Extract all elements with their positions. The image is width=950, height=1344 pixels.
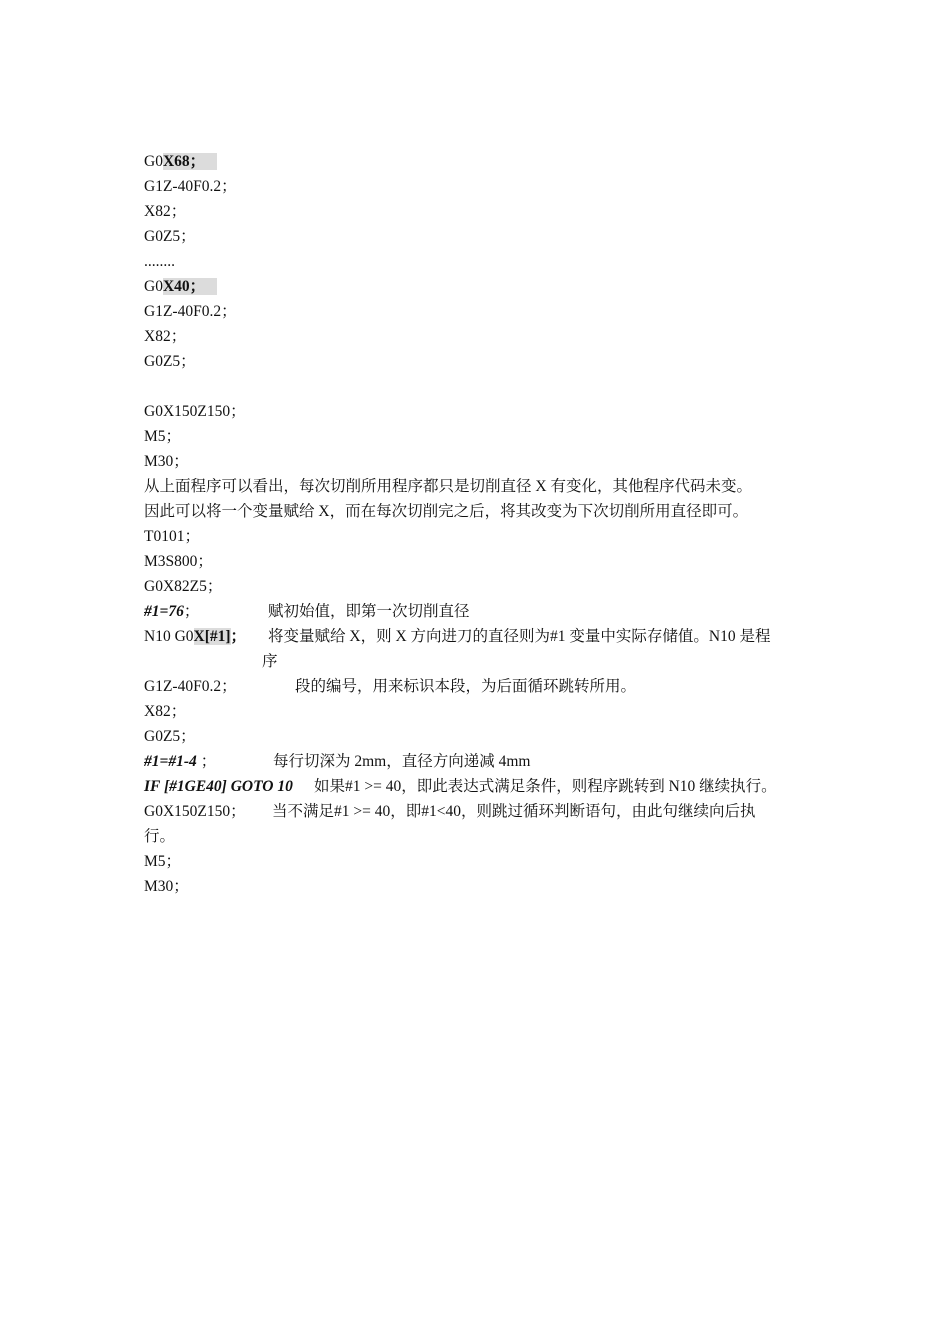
code-comment-continuation: 行。 xyxy=(144,828,176,845)
code-comment-continuation: 序 xyxy=(262,653,278,670)
highlighted-code: X[#1] xyxy=(193,628,231,645)
code-line xyxy=(144,752,216,772)
code-line xyxy=(144,777,293,797)
code-line: M30； xyxy=(144,878,189,895)
code-line: M3S800； xyxy=(144,553,213,570)
code-line: G0X150Z150； xyxy=(144,803,246,820)
paragraph-line: 因此可以将一个变量赋给 X，而在每次切削完之后，将其改变为下次切削所用直径即可。 xyxy=(144,503,749,520)
highlighted-code: X40； xyxy=(163,278,217,295)
code-line: X82； xyxy=(144,203,187,220)
code-line: M5； xyxy=(144,853,182,870)
code-comment: 赋初始值，即第一次切削直径 xyxy=(268,603,470,620)
code-line: G0Z5； xyxy=(144,353,196,370)
code-comment: 段的编号，用来标识本段，为后面循环跳转所用。 xyxy=(295,678,637,695)
code-comment: 每行切深为 2mm，直径方向递减 4mm xyxy=(273,753,531,770)
code-line: T0101； xyxy=(144,528,200,545)
conditional-jump: IF [#1GE40] GOTO 10 xyxy=(144,778,293,795)
code-line: G1Z-40F0.2； xyxy=(144,178,237,195)
variable-assignment: #1=76 xyxy=(144,603,184,620)
highlighted-code: X68； xyxy=(163,153,217,170)
code-comment: 当不满足#1 >= 40，即#1<40，则跳过循环判断语句，由此句继续向后执 xyxy=(272,803,756,820)
code-prefix: N10 G0 xyxy=(144,628,194,645)
code-semicolon: ； xyxy=(200,753,217,770)
code-prefix: G0 xyxy=(144,278,163,295)
ellipsis-line: ........ xyxy=(144,253,175,270)
code-comment: 将变量赋给 X，则 X 方向进刀的直径则为#1 变量中实际存储值。N10 是程 xyxy=(268,628,771,645)
code-line: M5； xyxy=(144,428,182,445)
code-line xyxy=(144,602,199,622)
code-line: G1Z-40F0.2； xyxy=(144,303,237,320)
variable-decrement: #1=#1-4 xyxy=(144,753,197,770)
code-line xyxy=(144,627,246,647)
code-prefix: G0 xyxy=(144,153,163,170)
code-line: X82； xyxy=(144,703,187,720)
code-line: G1Z-40F0.2； xyxy=(144,678,237,695)
code-semicolon: ； xyxy=(230,628,247,645)
code-line: M30； xyxy=(144,453,189,470)
code-line xyxy=(144,277,217,297)
code-semicolon: ； xyxy=(183,603,200,620)
code-comment: 如果#1 >= 40，即此表达式满足条件，则程序跳转到 N10 继续执行。 xyxy=(314,778,777,795)
code-line: X82； xyxy=(144,328,187,345)
code-line: G0X150Z150； xyxy=(144,403,246,420)
code-line xyxy=(144,152,217,172)
paragraph-line: 从上面程序可以看出，每次切削所用程序都只是切削直径 X 有变化，其他程序代码未变。 xyxy=(144,478,752,495)
code-line: G0Z5； xyxy=(144,228,196,245)
code-line: G0X82Z5； xyxy=(144,578,223,595)
code-line: G0Z5； xyxy=(144,728,196,745)
